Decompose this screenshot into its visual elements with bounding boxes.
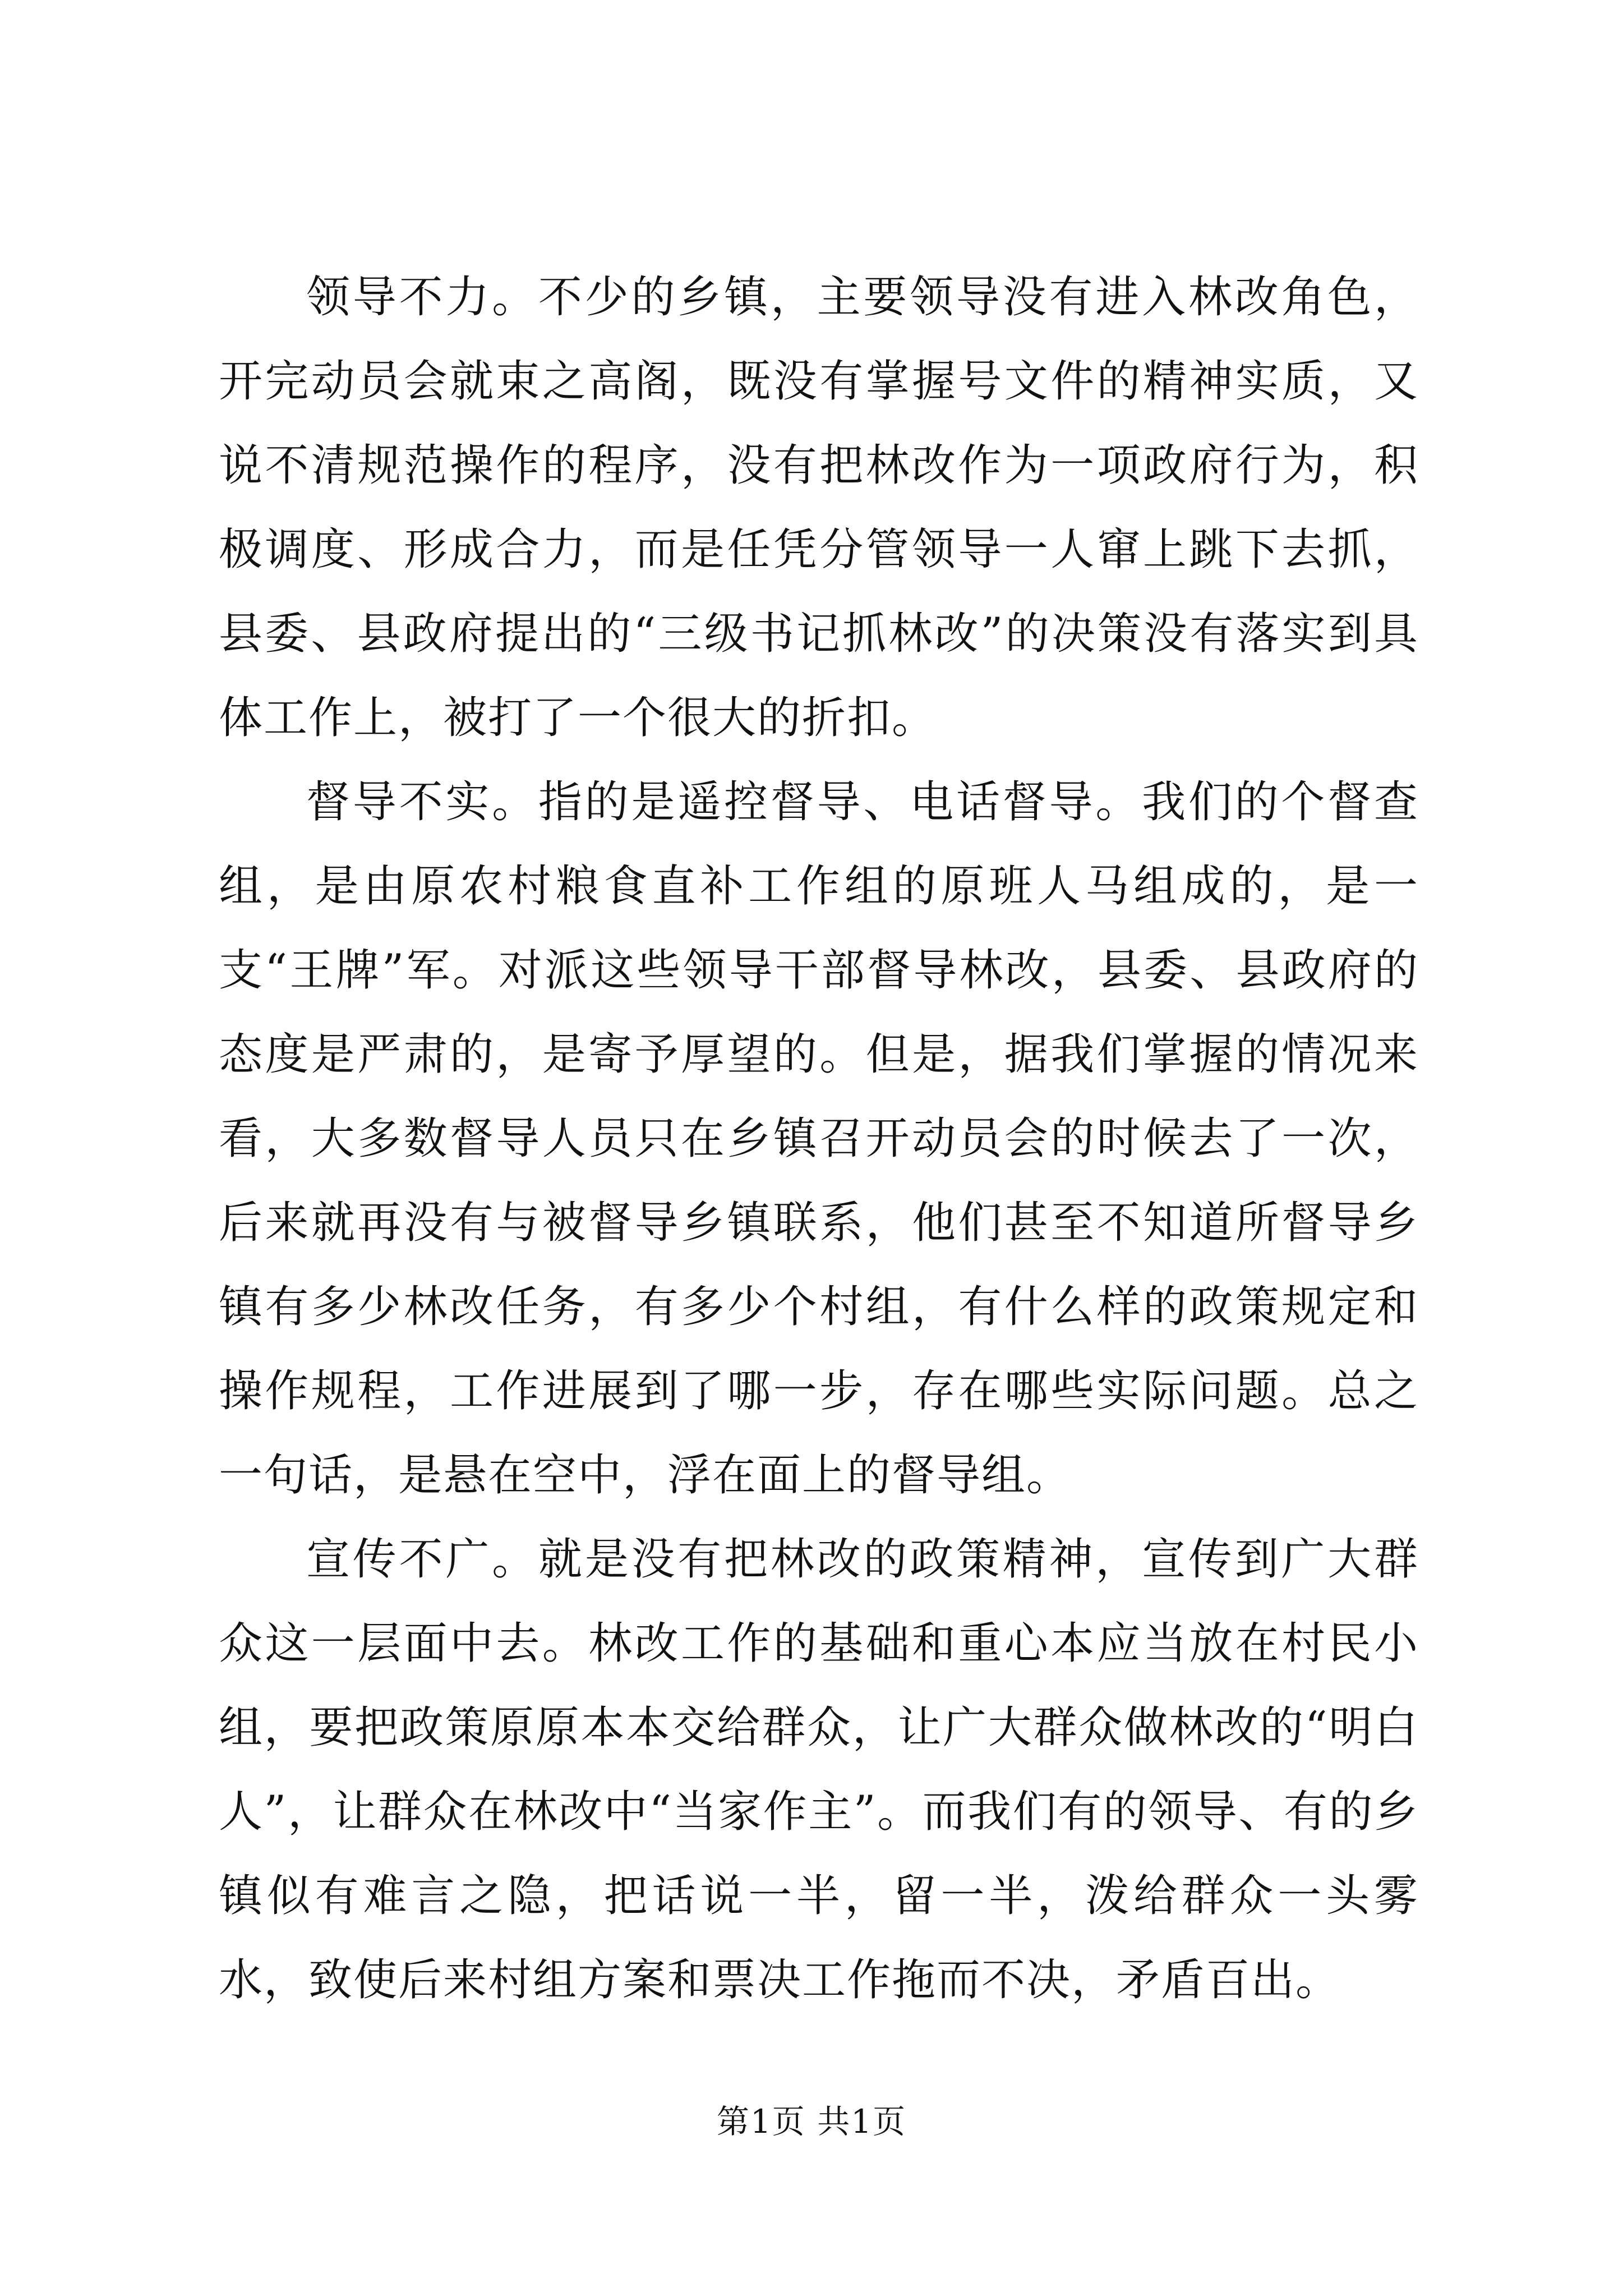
- paragraph-publicity: 宣传不广。就是没有把林改的政策精神，宣传到广大群众这一层面中去。林改工作的基础和重心本应当放在村民小组，要把政策原原本本交给群众，让广大群众做林改的“明白人”，让群众在林改中“当家作主”。而我们有的领导、有的乡镇似有难言之隐，把话说一半，留一半，泼给群众一头雾水，致使后来村组方案和票决工作拖而不决，矛盾百出。: [219, 1534, 1419, 2005]
- paragraph-supervision: 督导不实。指的是遥控督导、电话督导。我们的个督查组，是由原农村粮食直补工作组的原班人马组成的，是一支“王牌”军。对派这些领导干部督导林改，县委、县政府的态度是严肃的，是寄予厚望的。但是，据我们掌握的情况来看，大多数督导人员只在乡镇召开动员会的时候去了一次，后来就再没有与被督导乡镇联系，他们甚至不知道所督导乡镇有多少林改任务，有多少个村组，有什么样的政策规定和操作规程，工作进展到了哪一步，存在哪些实际问题。总之一句话，是悬在空中，浮在面上的督导组。: [219, 777, 1419, 1501]
- page-footer: 第1页 共1页: [716, 2102, 907, 2141]
- paragraph-leadership: 领导不力。不少的乡镇，主要领导没有进入林改角色，开完动员会就束之高阁，既没有掌握号文件的精神实质，又说不清规范操作的程序，没有把林改作为一项政府行为，积极调度、形成合力，而是任凭分管领导一人窜上跳下去抓，县委、县政府提出的“三级书记抓林改”的决策没有落实到具体工作上，被打了一个很大的折扣。: [219, 272, 1419, 743]
- document-body: [219, 255, 1419, 2022]
